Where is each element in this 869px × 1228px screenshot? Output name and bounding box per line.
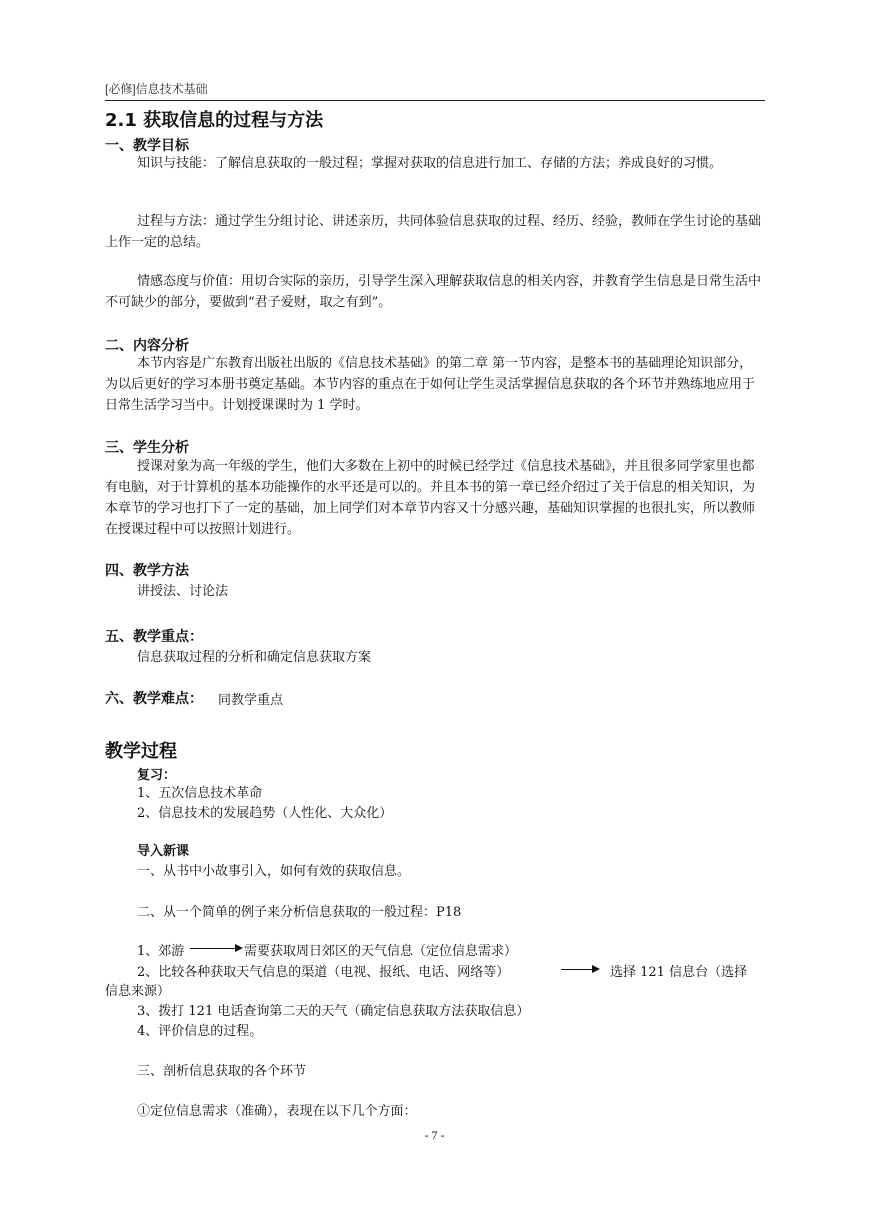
- review-item: 2、信息技术的发展趋势（人性化、大众化）: [137, 806, 393, 821]
- arrow-right-icon: [592, 965, 600, 973]
- intro-step-1: 一、从书中小故事引入，如何有效的获取信息。: [137, 864, 411, 879]
- objective-attitude: 情感态度与价值：用切合实际的亲历，引导学生深入理解获取信息的相关内容，并教育学生信息是日常生活中不可缺少的部分，要做到“君子爱财，取之有到”。: [105, 274, 762, 310]
- heading-student-analysis: 三、学生分析: [105, 440, 189, 456]
- running-header: [必修]信息技术基础: [105, 82, 208, 96]
- difficulties-text: 同教学重点: [218, 693, 284, 708]
- step-3: 3、拨打 121 电话查询第二天的天气（确定信息获取方法获取信息）: [137, 1004, 530, 1019]
- step-1-result: 需要获取周日郊区的天气信息（定位信息需求）: [244, 944, 518, 959]
- step-2-result-cont: 信息来源）: [105, 984, 171, 999]
- intro-step-3: 三、剖析信息获取的各个环节: [137, 1064, 307, 1079]
- review-item: 1、五次信息技术革命: [137, 786, 263, 801]
- heading-key-points: 五、教学重点：: [105, 629, 203, 645]
- review-label: 复习：: [137, 768, 177, 783]
- section-title: 2.1 获取信息的过程与方法: [105, 110, 324, 131]
- objective-process: 过程与方法：通过学生分组讨论、讲述亲历，共同体验信息获取的过程、经历、经验，教师在学生讨论的基础上作一定的总结。: [105, 214, 762, 250]
- content-analysis-text: 本节内容是广东教育出版社出版的《信息技术基础》的第二章 第一节内容，是整本书的基础理论知识部分，为以后更好的学习本册书奠定基础。本节内容的重点在于如何让学生灵活掌握信息获取的各个环节并熟练地应用于日常生活学习当中。计划授课课时为 1 学时。: [105, 356, 756, 413]
- point-1: ①定位信息需求（准确），表现在以下几个方面：: [137, 1104, 417, 1119]
- methods-text: 讲授法、讨论法: [137, 584, 229, 599]
- intro-label: 导入新课: [137, 844, 190, 859]
- arrow-line: [561, 969, 593, 970]
- intro-step-2: 二、从一个简单的例子来分析信息获取的一般过程：P18: [137, 905, 462, 920]
- heading-objectives: 一、教学目标: [105, 138, 189, 154]
- heading-teaching-process: 教学过程: [105, 741, 177, 762]
- arrow-line: [190, 948, 236, 949]
- step-2-label: 2、比较各种获取天气信息的渠道（电视、报纸、电话、网络等）: [137, 965, 510, 980]
- student-analysis-text: 授课对象为高一年级的学生，他们大多数在上初中的时候已经学过《信息技术基础》，并且很多同学家里也都有电脑，对于计算机的基本功能操作的水平还是可以的。并且本书的第一章已经介绍过了关于信息的相关知识，为本章节的学习也打下了一定的基础，加上同学们对本章节内容又十分感兴趣，基础知识掌握的也很扎实，所以教师在授课过程中可以按照计划进行。: [105, 459, 756, 537]
- heading-methods: 四、教学方法: [105, 563, 189, 579]
- page-number: - 7 -: [424, 1128, 445, 1142]
- arrow-right-icon: [235, 944, 243, 952]
- heading-difficulties: 六、教学难点：: [105, 691, 203, 707]
- header-rule: [105, 100, 765, 101]
- step-1-label: 1、郊游: [137, 944, 185, 959]
- heading-content-analysis: 二、内容分析: [105, 338, 189, 354]
- step-2-result: 选择 121 信息台（选择: [610, 965, 748, 980]
- key-points-text: 信息获取过程的分析和确定信息获取方案: [137, 650, 372, 665]
- step-4: 4、评价信息的过程。: [137, 1024, 263, 1039]
- objective-knowledge: 知识与技能：了解信息获取的一般过程；掌握对获取的信息进行加工、存储的方法；养成良好的习惯。: [137, 156, 723, 171]
